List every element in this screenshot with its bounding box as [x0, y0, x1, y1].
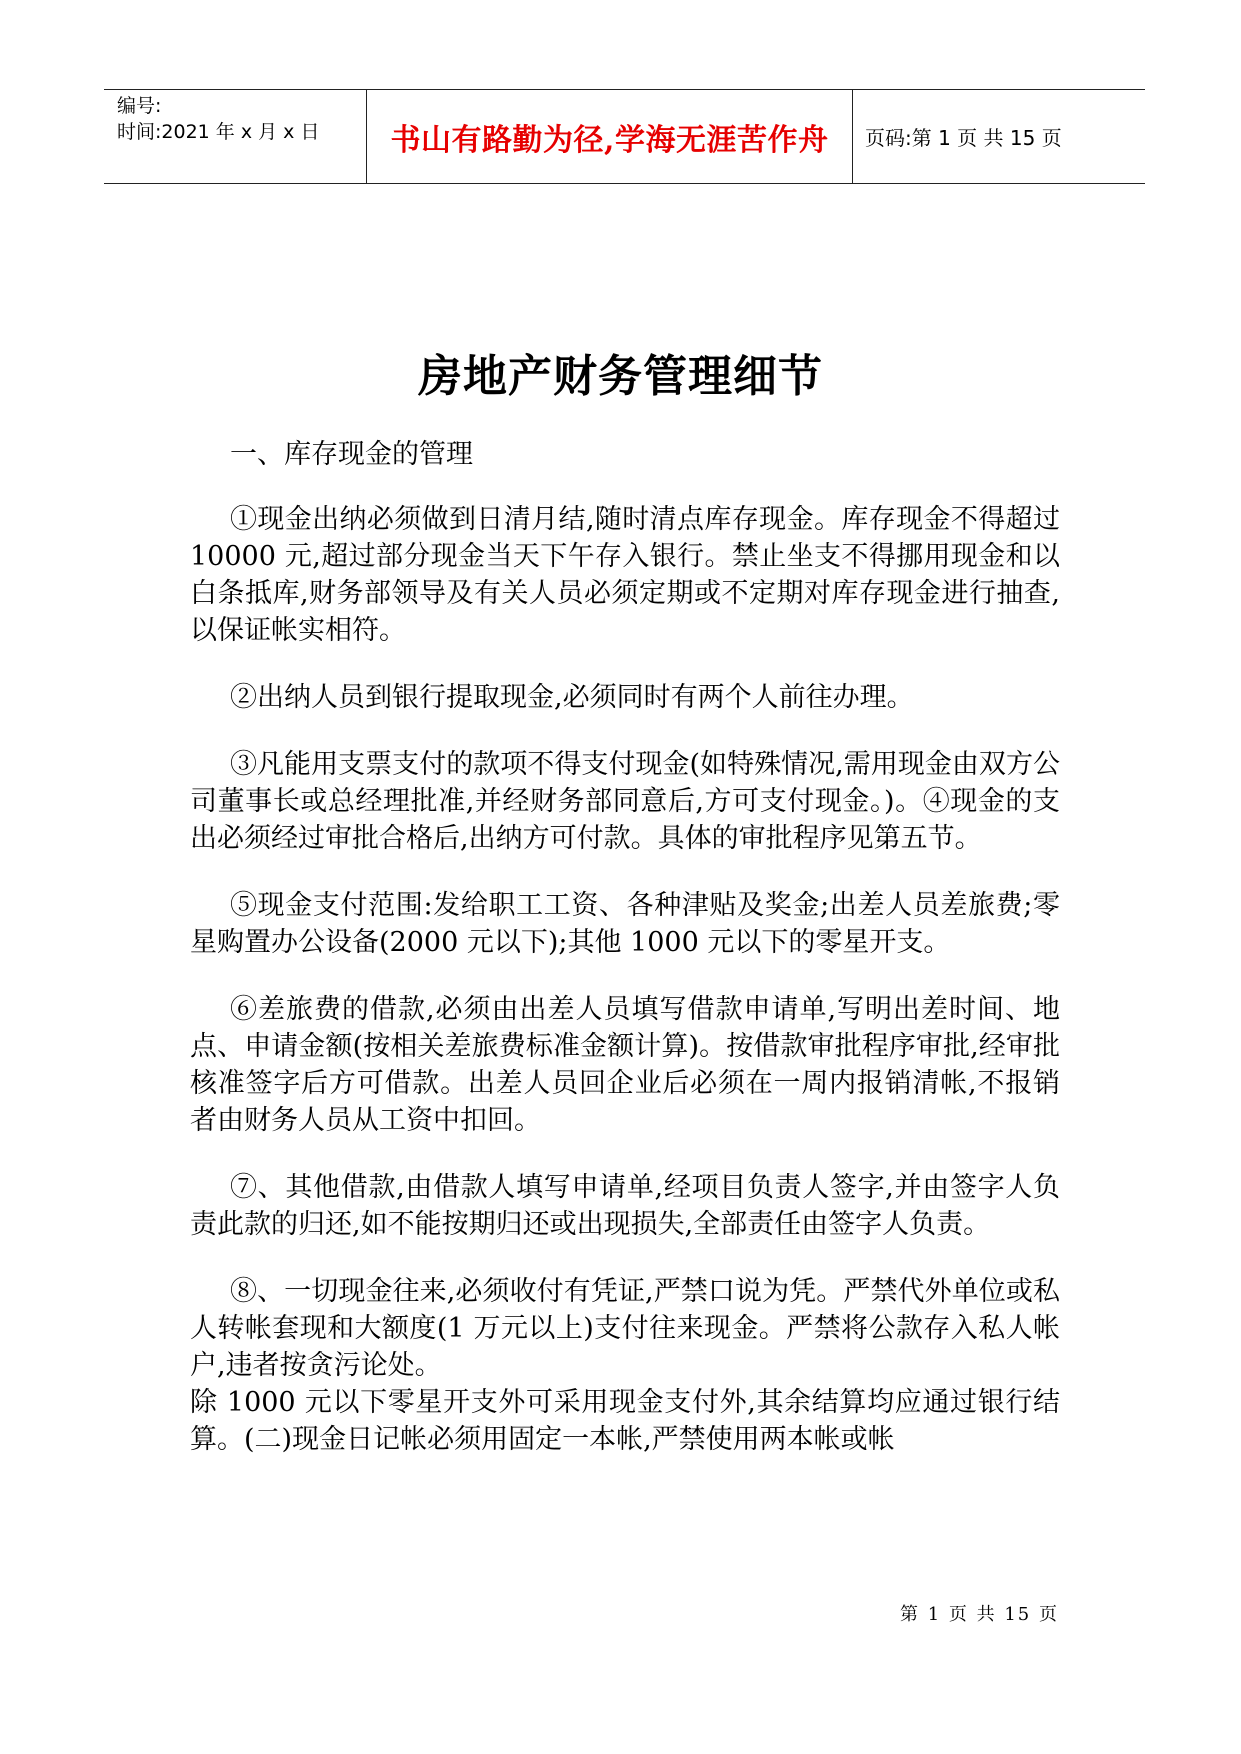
section-heading: 一、库存现金的管理 — [230, 439, 473, 470]
document-body — [190, 436, 1060, 1458]
paragraph: ①现金出纳必须做到日清月结,随时清点库存现金。库存现金不得超过 10000 元,超过部分现金当天下午存入银行。禁止坐支不得挪用现金和以白条抵库,财务部领导及有关人员必须定期或不定期对库存现金进行抽查,以保证帐实相符。 — [190, 504, 1060, 646]
paragraph: ⑦、其他借款,由借款人填写申请单,经项目负责人签字,并由签字人负责此款的归还,如不能按期归还或出现损失,全部责任由签字人负责。 — [190, 1172, 1060, 1240]
document-time-label: 时间:2021 年 x 月 x 日 — [117, 121, 320, 143]
header-table — [104, 89, 1145, 184]
page-info-text: 页码:第 1 页 共 15 页 — [865, 126, 1062, 150]
document-title: 房地产财务管理细节 — [418, 351, 823, 402]
header-motto: 书山有路勤为径,学海无涯苦作舟 — [367, 90, 853, 183]
header-meta-cell — [104, 90, 367, 183]
paragraph: 除 1000 元以下零星开支外可采用现金支付外,其余结算均应通过银行结算。(二)现金日记帐必须用固定一本帐,严禁使用两本帐或帐 — [190, 1387, 1060, 1455]
header-page-info — [853, 90, 1145, 183]
paragraph: ⑧、一切现金往来,必须收付有凭证,严禁口说为凭。严禁代外单位或私人转帐套现和大额度(1 万元以上)支付往来现金。严禁将公款存入私人帐户,违者按贪污论处。 — [190, 1276, 1060, 1381]
paragraph: ⑥差旅费的借款,必须由出差人员填写借款申请单,写明出差时间、地点、申请金额(按相关差旅费标准金额计算)。按借款审批程序审批,经审批核准签字后方可借款。出差人员回企业后必须在一周内报销清帐,不报销者由财务人员从工资中扣回。 — [190, 994, 1060, 1136]
paragraph: ③凡能用支票支付的款项不得支付现金(如特殊情况,需用现金由双方公司董事长或总经理批准,并经财务部同意后,方可支付现金。)。④现金的支出必须经过审批合格后,出纳方可付款。具体的审批程序见第五节。 — [190, 749, 1060, 854]
paragraph: ⑤现金支付范围:发给职工工资、各种津贴及奖金;出差人员差旅费;零星购置办公设备(2000 元以下);其他 1000 元以下的零星开支。 — [190, 890, 1060, 958]
paragraph: ②出纳人员到银行提取现金,必须同时有两个人前往办理。 — [230, 682, 914, 713]
document-number-label: 编号: — [117, 95, 162, 117]
page-footer: 第 1 页 共 15 页 — [900, 1604, 1059, 1625]
